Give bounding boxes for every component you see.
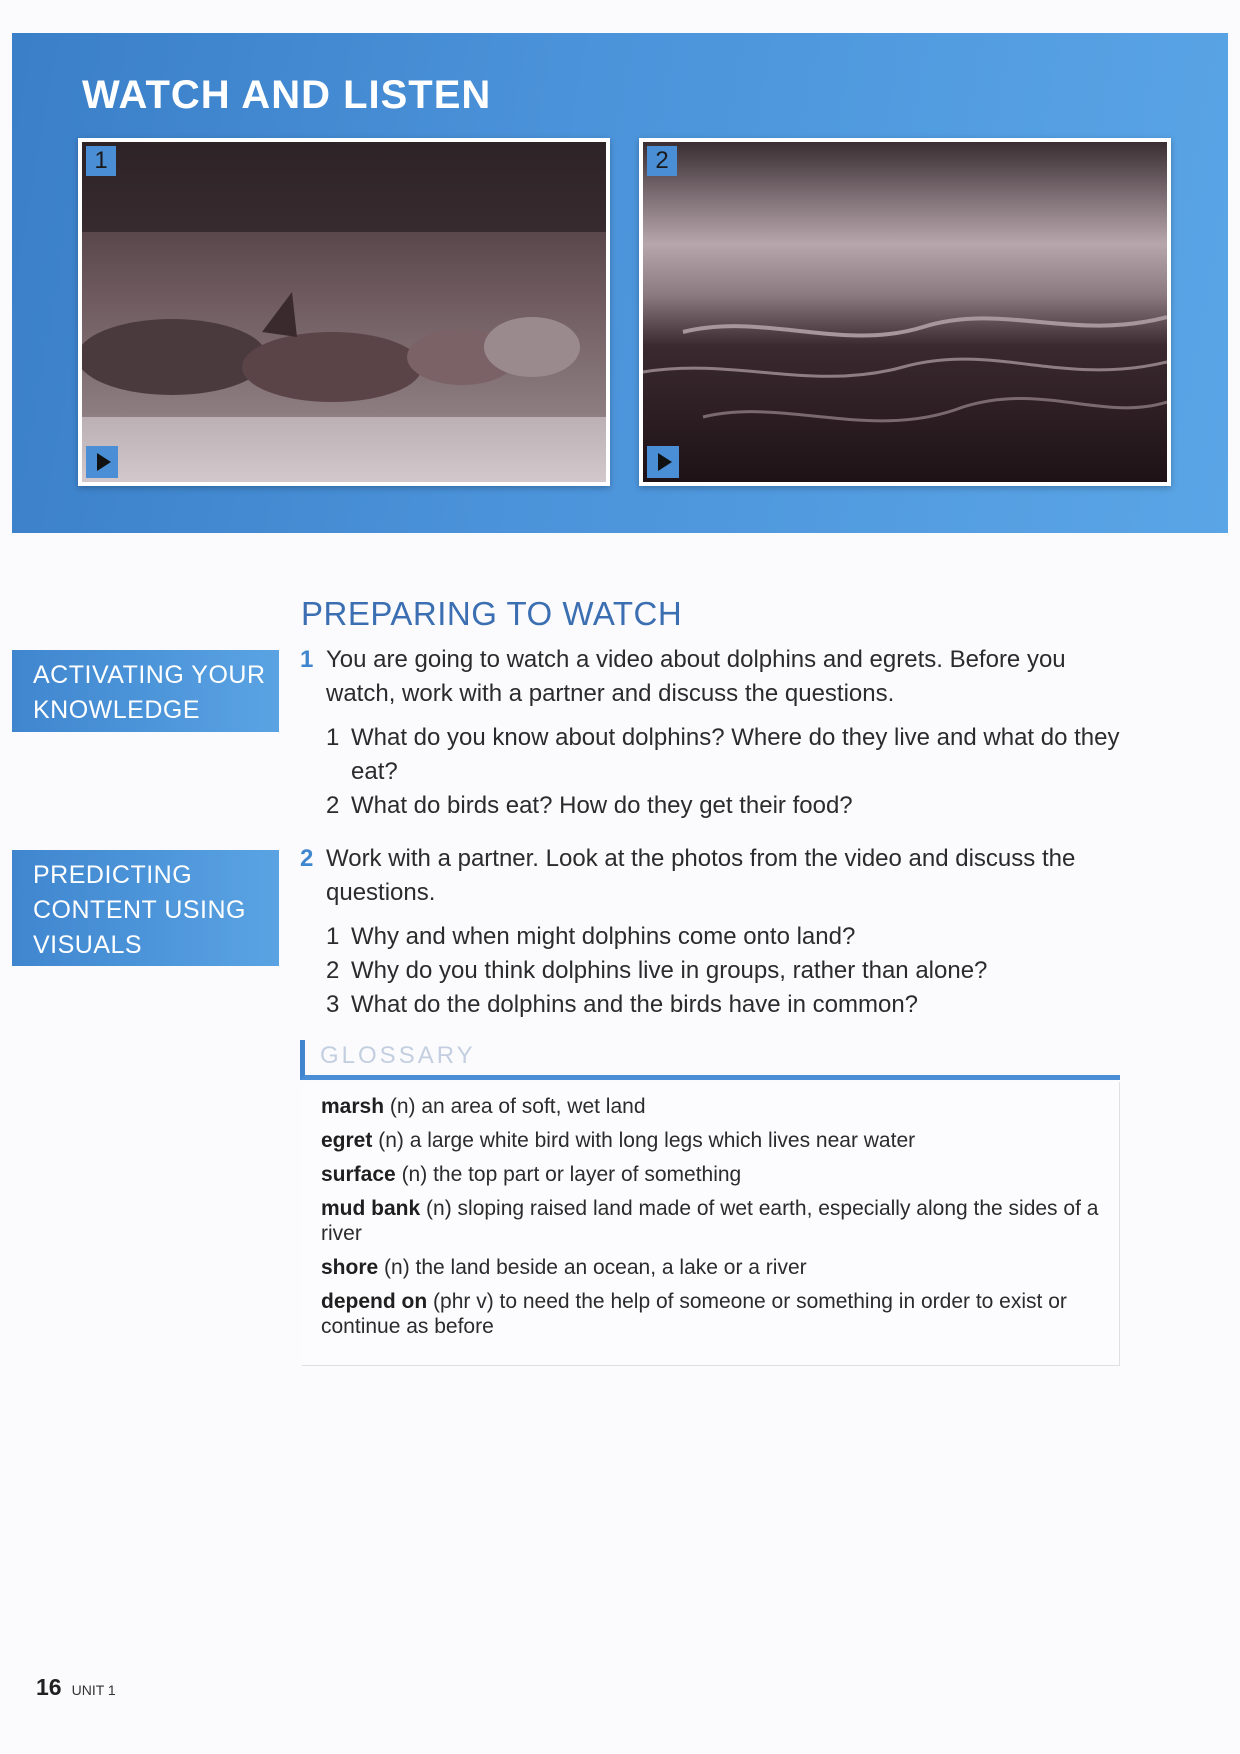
video-photo-1[interactable]: [78, 138, 610, 486]
question-text: What do birds eat? How do they get their food?: [351, 792, 853, 819]
skill-tab-line: CONTENT USING: [33, 896, 246, 924]
question-number: 2: [326, 957, 340, 984]
question-list: [300, 920, 1130, 1022]
glossary-item: [321, 1289, 1109, 1339]
question-item: [326, 954, 1130, 988]
video-photo-2[interactable]: [639, 138, 1171, 486]
question-item: [326, 789, 1130, 823]
page-footer: [36, 1674, 116, 1701]
skill-tab-line: VISUALS: [33, 931, 143, 959]
question-number: 3: [326, 991, 340, 1018]
skill-tab-activating-knowledge: [12, 650, 279, 732]
glossary-term: mud bank: [321, 1197, 421, 1220]
exercise-1: [300, 643, 1130, 823]
photo-number-badge: 1: [86, 146, 116, 176]
glossary-item: [321, 1255, 1109, 1280]
play-icon[interactable]: [647, 446, 679, 478]
question-text: What do the dolphins and the birds have in common?: [351, 991, 919, 1018]
exercise-instruction: Work with a partner. Look at the photos from the video and discuss the questions.: [326, 845, 1076, 906]
question-number: 1: [326, 724, 340, 751]
glossary-definition: (n) a large white bird with long legs which lives near water: [378, 1129, 916, 1152]
question-item: [326, 721, 1130, 789]
skill-tab-predicting-content: [12, 850, 279, 966]
exercise-2: [300, 842, 1130, 1022]
question-text: Why and when might dolphins come onto land?: [351, 923, 856, 950]
glossary-definition: (n) the land beside an ocean, a lake or a river: [384, 1256, 807, 1279]
glossary-term: depend on: [321, 1290, 428, 1313]
question-item: [326, 988, 1130, 1022]
skill-tab-line: PREDICTING: [33, 861, 193, 889]
question-item: [326, 920, 1130, 954]
question-number: 1: [326, 923, 340, 950]
glossary-term: egret: [321, 1129, 373, 1152]
glossary-heading-bar: [300, 1040, 1120, 1080]
unit-label: UNIT 1: [71, 1682, 116, 1698]
marsh-aerial-photo: [643, 142, 1167, 482]
play-icon[interactable]: [86, 446, 118, 478]
glossary-item: [321, 1128, 1109, 1153]
skill-tab-line: ACTIVATING YOUR: [33, 661, 266, 689]
question-number: 2: [326, 792, 340, 819]
glossary-term: marsh: [321, 1095, 385, 1118]
exercise-number: 1: [300, 646, 314, 673]
glossary-item: [321, 1094, 1109, 1119]
glossary-box: [302, 1082, 1120, 1366]
glossary-heading: GLOSSARY: [320, 1042, 476, 1069]
glossary-term: surface: [321, 1163, 396, 1186]
glossary-definition: (phr v) to need the help of someone or something in order to exist or continue as before: [321, 1290, 1067, 1338]
question-text: Why do you think dolphins live in groups, rather than alone?: [351, 957, 988, 984]
question-text: What do you know about dolphins? Where do they live and what do they eat?: [351, 724, 1120, 785]
glossary-definition: (n) the top part or layer of something: [401, 1163, 742, 1186]
exercise-number: 2: [300, 845, 314, 872]
photo-number-badge: 2: [647, 146, 677, 176]
glossary-item: [321, 1196, 1109, 1246]
banner-title: WATCH AND LISTEN: [82, 73, 492, 117]
page-number: 16: [36, 1674, 62, 1700]
exercise-instruction: You are going to watch a video about dolphins and egrets. Before you watch, work with a partner and discuss the questions.: [326, 646, 1066, 707]
skill-tab-line: KNOWLEDGE: [33, 696, 201, 724]
glossary-item: [321, 1162, 1109, 1187]
watch-and-listen-banner: [12, 33, 1228, 533]
question-list: [300, 721, 1130, 823]
glossary-definition: (n) sloping raised land made of wet earth, especially along the sides of a river: [321, 1197, 1099, 1245]
dolphins-photo: [82, 142, 606, 482]
glossary-term: shore: [321, 1256, 379, 1279]
section-title: PREPARING TO WATCH: [301, 595, 683, 632]
glossary-definition: (n) an area of soft, wet land: [389, 1095, 646, 1118]
